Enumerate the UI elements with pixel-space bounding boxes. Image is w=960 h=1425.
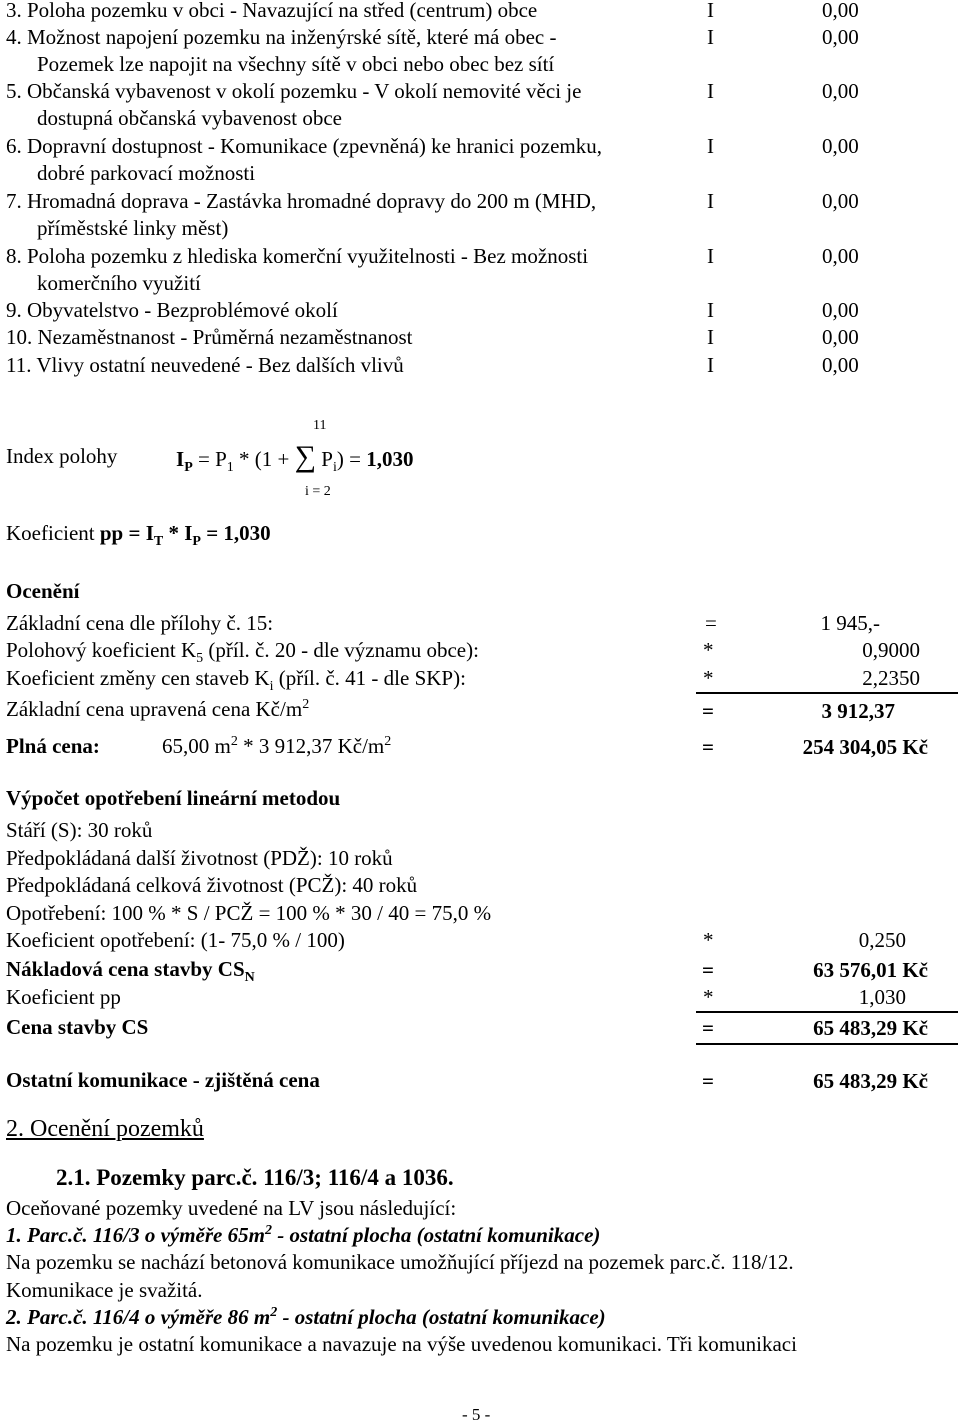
opotrebeni-line: Opotřebení: 100 % * S / PCŽ = 100 % * 30 / 40 = 75,0 % [6, 901, 492, 925]
vypocet-heading: Výpočet opotřebení lineární metodou [6, 786, 341, 810]
plna-cena-label: Plná cena: [6, 734, 100, 758]
nakladova-cena-op: = [702, 958, 714, 982]
pcz-line: Předpokládaná celková životnost (PCŽ): 40 roků [6, 873, 418, 897]
index-label: Index polohy [6, 444, 118, 468]
factor-5-code: I [707, 79, 714, 103]
plna-cena-op: = [702, 735, 714, 759]
factor-10-value: 0,00 [822, 325, 859, 349]
ostatni-komunikace-value: 65 483,29 Kč [813, 1069, 928, 1093]
factor-9-code: I [707, 298, 714, 322]
factor-7-value: 0,00 [822, 189, 859, 213]
koef-zmeny-cen-value: 2,2350 [862, 666, 920, 690]
sum-lower-limit: i = 2 [305, 484, 331, 499]
factor-3-code: I [707, 0, 714, 22]
polohovy-koef-label: Polohový koeficient $K_5$ (příl. č. 20 - dle významu obce): [6, 638, 479, 667]
nakladova-cena-label: Nákladová cena stavby $CS_N$ [6, 957, 255, 986]
index-formula: $I_P = P_1 * (1$ + ∑ $P_i) = 1,030$ [176, 440, 414, 476]
cena-rule [696, 1011, 958, 1013]
ostatni-komunikace-op: = [702, 1069, 714, 1093]
factor-8-code: I [707, 244, 714, 268]
parcela-1-text-1: Na pozemku se nachází betonová komunikace umožňující příjezd na pozemek parc.č. 118/12. [6, 1250, 794, 1274]
factor-3-value: 0,00 [822, 0, 859, 22]
page-number: - 5 - [462, 1405, 491, 1424]
factor-6: 6. Dopravní dostupnost - Komunikace (zpevněná) ke hranici pozemku, dobré parkovací možnosti [6, 134, 602, 185]
stari-line: Stáří (S): 30 roků [6, 818, 153, 842]
plna-cena-expression: 65,00 $m^2 * 3$ 912,37 $Kč/m^2$ [162, 734, 392, 758]
factor-5: 5. Občanská vybavenost v okolí pozemku - V okolí nemovité věci je dostupná občanská vybavenost obce [6, 79, 582, 130]
koef-pp-label: Koeficient pp [6, 985, 121, 1009]
zakladni-cena-value: 1 945,- [820, 611, 880, 635]
sum-rule [696, 692, 958, 694]
koef-opotrebeni-value: 0,250 [858, 928, 906, 952]
upravena-cena-op: = [702, 699, 714, 723]
parcela-1-heading: 1. Parc.č. 116/3 o výměře $65m^2$ - ostatní plocha (ostatní komunikace) [6, 1223, 601, 1247]
section-2-heading: 2. Ocenění pozemků [6, 1116, 204, 1142]
factor-8: 8. Poloha pozemku z hlediska komerční využitelnosti - Bez možnosti komerčního využití [6, 244, 589, 295]
factor-9-value: 0,00 [822, 298, 859, 322]
factor-10: 10. Nezaměstnanost - Průměrná nezaměstnanost [6, 325, 413, 349]
koef-zmeny-cen-label: Koeficient změny cen staveb $K_i$ (příl. č. 41 - dle SKP): [6, 666, 466, 695]
plna-cena-value: 254 304,05 Kč [802, 735, 928, 759]
factor-7: 7. Hromadná doprava - Zastávka hromadné dopravy do 200 m (MHD, příměstské linky měst) [6, 189, 597, 240]
sum-upper-limit: 11 [313, 418, 327, 433]
factor-4: 4. Možnost napojení pozemku na inženýrské sítě, které má obec - Pozemek lze napojit na všechny sítě v obci nebo obec bez sítí [6, 25, 557, 76]
factor-6-code: I [707, 134, 714, 158]
pozemky-intro: Oceňované pozemky uvedené na LV jsou následující: [6, 1196, 457, 1220]
factor-10-code: I [707, 325, 714, 349]
factor-3: 3. Poloha pozemku v obci - Navazující na střed (centrum) obce [6, 0, 538, 22]
factor-8-value: 0,00 [822, 244, 859, 268]
nakladova-cena-value: 63 576,01 Kč [813, 958, 928, 982]
parcela-1-text-2: Komunikace je svažitá. [6, 1278, 203, 1302]
zakladni-cena-label: Základní cena dle přílohy č. 15: [6, 611, 274, 635]
polohovy-koef-value: 0,9000 [862, 638, 920, 662]
factor-4-code: I [707, 25, 714, 49]
ostatni-komunikace-label: Ostatní komunikace - zjištěná cena [6, 1068, 320, 1092]
koef-zmeny-cen-op: * [703, 666, 714, 690]
factor-4-value: 0,00 [822, 25, 859, 49]
factor-11-value: 0,00 [822, 353, 859, 377]
factor-11-code: I [707, 353, 714, 377]
factor-9: 9. Obyvatelstvo - Bezproblémové okolí [6, 298, 338, 322]
cena-stavby-rule [696, 1043, 958, 1045]
cena-stavby-value: 65 483,29 Kč [813, 1016, 928, 1040]
zakladni-cena-op: = [705, 611, 717, 635]
upravena-cena-label: Základní cena upravená cena $Kč/m^2$ [6, 697, 310, 721]
section-2-1-heading: 2.1. Pozemky parc.č. 116/3; 116/4 a 1036. [56, 1165, 454, 1190]
sigma-symbol: ∑ [294, 440, 317, 473]
factor-7-code: I [707, 189, 714, 213]
koef-opotrebeni-label: Koeficient opotřebení: (1- 75,0 % / 100) [6, 928, 345, 952]
factor-5-value: 0,00 [822, 79, 859, 103]
oceneni-heading: Ocenění [6, 579, 80, 603]
koef-pp-value: 1,030 [858, 985, 906, 1009]
parcela-2-text-1: Na pozemku je ostatní komunikace a navazuje na výše uvedenou komunikaci. Tři komunikaci [6, 1332, 797, 1356]
koef-pp-op: * [703, 985, 714, 1009]
polohovy-koef-op: * [703, 638, 714, 662]
koef-pp-line: Koeficient pp = $I_T * I_P = 1,030$ [6, 521, 271, 550]
cena-stavby-op: = [702, 1016, 714, 1040]
koef-opotrebeni-op: * [703, 928, 714, 952]
cena-stavby-label: Cena stavby CS [6, 1015, 149, 1039]
upravena-cena-value: 3 912,37 [821, 699, 895, 723]
factor-6-value: 0,00 [822, 134, 859, 158]
parcela-2-heading: 2. Parc.č. 116/4 o výměře 86 $m^2$ - ostatní plocha (ostatní komunikace) [6, 1305, 606, 1329]
factor-11: 11. Vlivy ostatní neuvedené - Bez dalších vlivů [6, 353, 404, 377]
pdz-line: Předpokládaná další životnost (PDŽ): 10 roků [6, 846, 393, 870]
